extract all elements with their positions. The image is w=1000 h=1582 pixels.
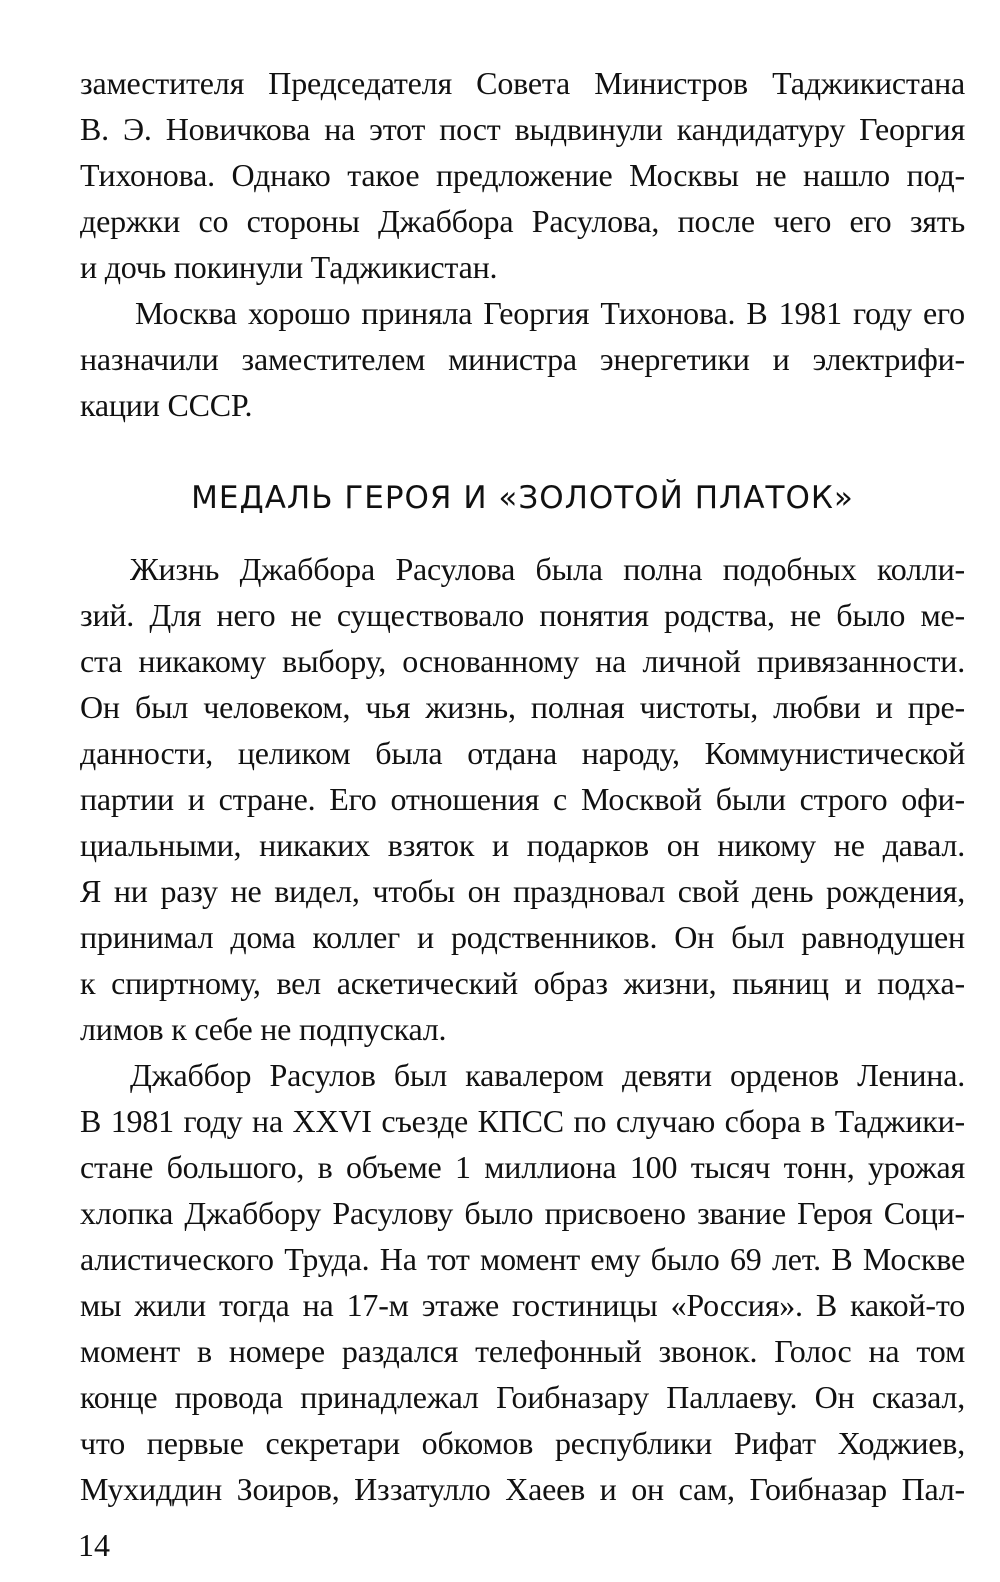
page-number: 14 — [78, 1527, 110, 1563]
text-line: стане большого, в объеме 1 миллиона 100 тысяч тонн, урожая — [80, 1149, 965, 1185]
text-line: хлопка Джаббору Расулову было присвоено звание Героя Соци- — [80, 1195, 965, 1231]
text-line: данности, целиком была отдана народу, Коммунистической — [80, 735, 965, 771]
text-line: ста никакому выбору, основанному на личной привязанности. — [80, 643, 965, 679]
text-line: алистического Труда. На тот момент ему было 69 лет. В Москве — [80, 1241, 965, 1277]
text-line: Джаббор Расулов был кавалером девяти орденов Ленина. — [130, 1057, 965, 1093]
section-heading: МЕДАЛЬ ГЕРОЯ И «ЗОЛОТОЙ ПЛАТОК» — [191, 480, 854, 516]
text-line: момент в номере раздался телефонный звонок. Голос на том — [80, 1333, 965, 1369]
text-line: Я ни разу не видел, чтобы он праздновал свой день рождения, — [80, 873, 965, 909]
text-line: держки со стороны Джаббора Расулова, после чего его зять — [80, 203, 965, 239]
text-line: назначили заместителем министра энергетики и электрифи- — [80, 341, 965, 377]
text-line: В 1981 году на XXVI съезде КПСС по случаю сбора в Таджики- — [80, 1103, 965, 1139]
text-line: кации СССР. — [80, 387, 253, 423]
text-line: Мухиддин Зоиров, Иззатулло Хаеев и он сам, Гоибназар Пал- — [80, 1471, 965, 1507]
text-line: зий. Для него не существовало понятия родства, не было ме- — [80, 597, 965, 633]
text-line: мы жили тогда на 17-м этаже гостиницы «Россия». В какой-то — [80, 1287, 965, 1323]
text-line: Москва хорошо приняла Георгия Тихонова. В 1981 году его — [135, 295, 965, 331]
text-line: Тихонова. Однако такое предложение Москвы не нашло под- — [80, 157, 965, 193]
text-line: и дочь покинули Таджикистан. — [80, 249, 498, 285]
text-line: к спиртному, вел аскетический образ жизни, пьяниц и подха- — [80, 965, 965, 1001]
text-line: принимал дома коллег и родственников. Он был равнодушен — [80, 919, 965, 955]
text-line: В. Э. Новичкова на этот пост выдвинули кандидатуру Георгия — [80, 111, 965, 147]
text-line: заместителя Председателя Совета Министров Таджикистана — [80, 65, 965, 101]
text-line: Жизнь Джаббора Расулова была полна подобных колли- — [130, 551, 965, 587]
text-line: что первые секретари обкомов республики Рифат Ходжиев, — [80, 1425, 965, 1461]
text-line: Он был человеком, чья жизнь, полная чистоты, любви и пре- — [80, 689, 965, 725]
text-line: циальными, никаких взяток и подарков он никому не давал. — [80, 827, 965, 863]
text-line: лимов к себе не подпускал. — [80, 1011, 447, 1047]
text-line: партии и стране. Его отношения с Москвой были строго офи- — [80, 781, 965, 817]
text-line: конце провода принадлежал Гоибназару Паллаеву. Он сказал, — [80, 1379, 965, 1415]
